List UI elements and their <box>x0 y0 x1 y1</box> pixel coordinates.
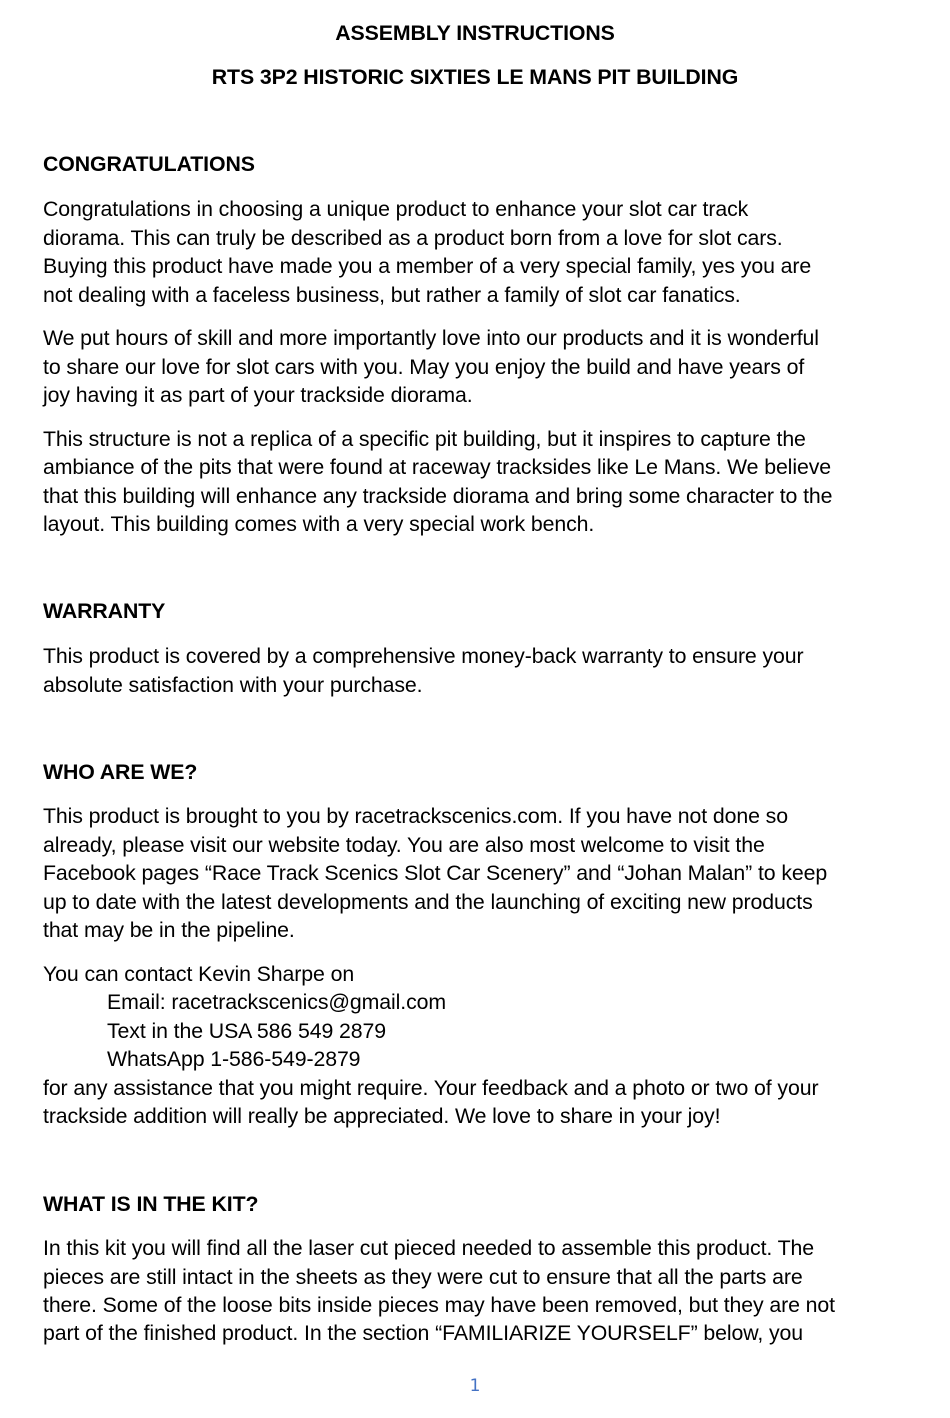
paragraph-line: that this building will enhance any trackside diorama and bring some character to the <box>43 484 833 508</box>
paragraph-line: ambiance of the pits that were found at raceway tracksides like Le Mans. We believe <box>43 455 831 479</box>
paragraph-line: already, please visit our website today. You are also most welcome to visit the <box>43 833 765 857</box>
paragraph-line: for any assistance that you might require. Your feedback and a photo or two of your <box>43 1076 819 1100</box>
paragraph-line: This product is brought to you by racetrackscenics.com. If you have not done so <box>43 804 788 828</box>
section-heading-who-are-we: WHO ARE WE? <box>43 760 198 784</box>
paragraph-line: Facebook pages “Race Track Scenics Slot Car Scenery” and “Johan Malan” to keep <box>43 861 828 885</box>
contact-whatsapp: WhatsApp 1-586-549-2879 <box>107 1047 361 1071</box>
paragraph-line: there. Some of the loose bits inside pieces may have been removed, but they are not <box>43 1293 835 1317</box>
section-heading-kit: WHAT IS IN THE KIT? <box>43 1192 259 1216</box>
paragraph-line: up to date with the latest developments and the launching of exciting new products <box>43 890 813 914</box>
paragraph-line: that may be in the pipeline. <box>43 918 295 942</box>
contact-intro: You can contact Kevin Sharpe on <box>43 962 355 986</box>
paragraph-line: In this kit you will find all the laser cut pieced needed to assemble this product. The <box>43 1236 815 1260</box>
document-title: ASSEMBLY INSTRUCTIONS <box>335 21 615 45</box>
paragraph-line: This structure is not a replica of a specific pit building, but it inspires to capture the <box>43 427 806 451</box>
paragraph-line: joy having it as part of your trackside diorama. <box>43 383 473 407</box>
paragraph-line: We put hours of skill and more importantly love into our products and it is wonderful <box>43 326 819 350</box>
paragraph-line: to share our love for slot cars with you. May you enjoy the build and have years of <box>43 355 805 379</box>
paragraph-line: Congratulations in choosing a unique product to enhance your slot car track <box>43 197 749 221</box>
contact-email: Email: racetrackscenics@gmail.com <box>107 990 447 1014</box>
paragraph-line: trackside addition will really be appreciated. We love to share in your joy! <box>43 1104 721 1128</box>
contact-text-usa: Text in the USA 586 549 2879 <box>107 1019 386 1043</box>
page-number: 1 <box>469 1376 481 1396</box>
paragraph-line: part of the finished product. In the section “FAMILIARIZE YOURSELF” below, you <box>43 1321 804 1345</box>
paragraph-line: pieces are still intact in the sheets as they were cut to ensure that all the parts are <box>43 1265 803 1289</box>
paragraph-line: diorama. This can truly be described as a product born from a love for slot cars. <box>43 226 783 250</box>
paragraph-line: layout. This building comes with a very special work bench. <box>43 512 595 536</box>
section-heading-congratulations: CONGRATULATIONS <box>43 152 255 176</box>
document-subtitle: RTS 3P2 HISTORIC SIXTIES LE MANS PIT BUILDING <box>211 65 739 89</box>
paragraph-line: not dealing with a faceless business, but rather a family of slot car fanatics. <box>43 283 741 307</box>
paragraph-line: This product is covered by a comprehensive money-back warranty to ensure your <box>43 644 804 668</box>
paragraph-line: absolute satisfaction with your purchase. <box>43 673 423 697</box>
section-heading-warranty: WARRANTY <box>43 599 166 623</box>
paragraph-line: Buying this product have made you a member of a very special family, yes you are <box>43 254 812 278</box>
